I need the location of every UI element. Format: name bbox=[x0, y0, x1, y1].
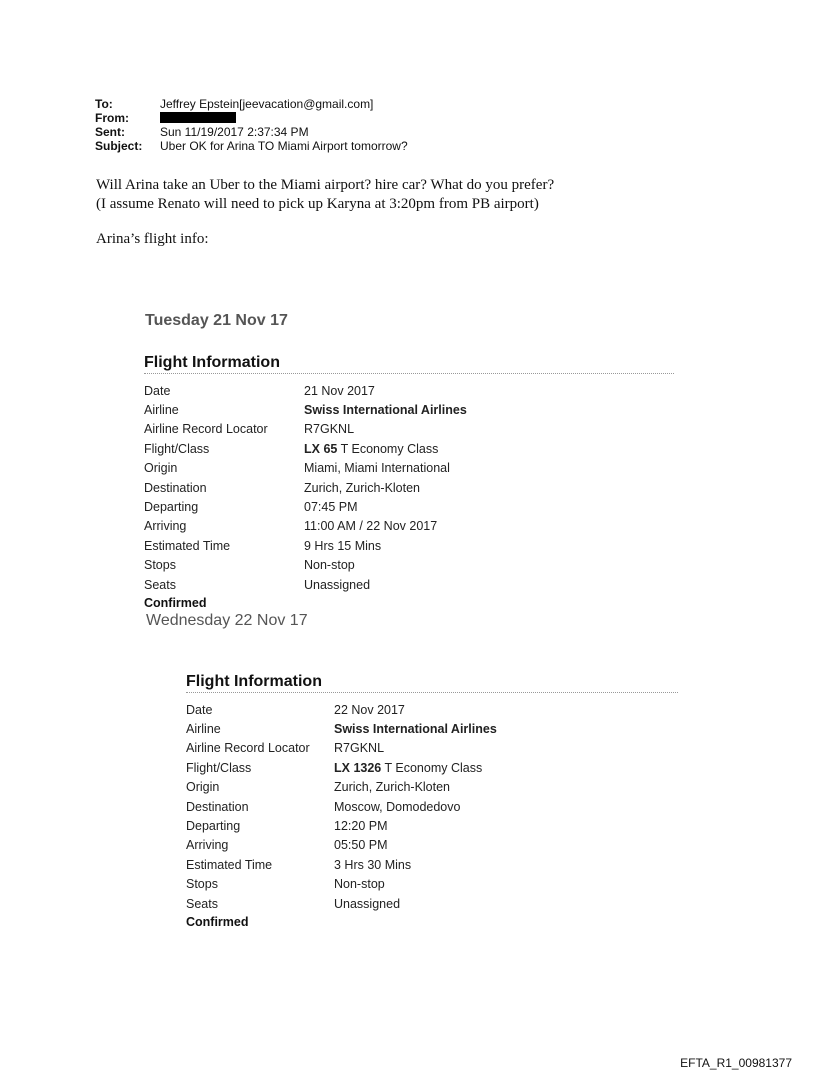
body-line-2: (I assume Renato will need to pick up Karyna at 3:20pm from PB airport) bbox=[96, 196, 539, 212]
locator-value: R7GKNL bbox=[334, 741, 385, 756]
sent-row bbox=[95, 125, 408, 139]
flight-label: Flight/Class bbox=[186, 760, 252, 775]
detail-row bbox=[144, 439, 674, 458]
status-confirmed: Confirmed bbox=[186, 915, 249, 930]
arriving-value: 05:50 PM bbox=[334, 838, 388, 853]
arriving-label: Arriving bbox=[186, 838, 229, 853]
locator-label: Airline Record Locator bbox=[186, 741, 310, 756]
est-time-label: Estimated Time bbox=[144, 538, 231, 553]
flight-info-section bbox=[186, 673, 678, 931]
origin-value: Miami, Miami International bbox=[304, 461, 450, 476]
seats-label: Seats bbox=[186, 896, 218, 911]
departing-value: 07:45 PM bbox=[304, 500, 358, 515]
flight-class: T Economy Class bbox=[337, 441, 439, 456]
sent-label: Sent: bbox=[95, 125, 125, 139]
date-label: Date bbox=[186, 702, 213, 717]
seats-value: Unassigned bbox=[334, 896, 401, 911]
date-label: Date bbox=[144, 383, 171, 398]
to-value: Jeffrey Epstein[jeevacation@gmail.com] bbox=[160, 97, 374, 111]
detail-row bbox=[144, 400, 674, 419]
destination-label: Destination bbox=[186, 799, 249, 814]
from-label: From: bbox=[95, 111, 129, 125]
email-header bbox=[95, 97, 408, 153]
section-title: Flight Information bbox=[144, 354, 674, 374]
est-time-value: 3 Hrs 30 Mins bbox=[334, 857, 412, 872]
to-row bbox=[95, 97, 408, 111]
arriving-value: 11:00 AM / 22 Nov 2017 bbox=[304, 519, 438, 534]
detail-row bbox=[186, 778, 678, 797]
subject-value: Uber OK for Arina TO Miami Airport tomorrow? bbox=[160, 139, 408, 153]
destination-value: Moscow, Domodedovo bbox=[334, 799, 461, 814]
date-value: 21 Nov 2017 bbox=[304, 383, 375, 398]
destination-label: Destination bbox=[144, 480, 207, 495]
detail-row bbox=[186, 700, 678, 719]
airline-label: Airline bbox=[144, 403, 179, 418]
departing-label: Departing bbox=[186, 819, 241, 834]
detail-row bbox=[144, 575, 674, 594]
detail-row bbox=[144, 517, 674, 536]
stops-value: Non-stop bbox=[334, 877, 385, 892]
detail-row bbox=[186, 758, 678, 777]
destination-value: Zurich, Zurich-Kloten bbox=[304, 480, 421, 495]
arriving-label: Arriving bbox=[144, 519, 187, 534]
section-title: Flight Information bbox=[186, 673, 678, 693]
detail-row bbox=[186, 836, 678, 855]
flight-intro: Arina’s flight info: bbox=[96, 231, 209, 247]
detail-row bbox=[186, 797, 678, 816]
sent-value: Sun 11/19/2017 2:37:34 PM bbox=[160, 125, 309, 139]
day-title: Tuesday 21 Nov 17 bbox=[145, 312, 288, 329]
from-row bbox=[95, 111, 408, 125]
detail-row bbox=[186, 875, 678, 894]
est-time-value: 9 Hrs 15 Mins bbox=[304, 538, 382, 553]
to-label: To: bbox=[95, 97, 113, 111]
detail-row bbox=[186, 816, 678, 835]
flight-number: LX 65 bbox=[304, 441, 338, 456]
seats-value: Unassigned bbox=[304, 577, 371, 592]
stops-label: Stops bbox=[186, 877, 218, 892]
status-confirmed: Confirmed bbox=[144, 596, 207, 611]
detail-row bbox=[186, 739, 678, 758]
detail-row bbox=[144, 478, 674, 497]
locator-label: Airline Record Locator bbox=[144, 422, 268, 437]
detail-row bbox=[144, 536, 674, 555]
est-time-label: Estimated Time bbox=[186, 857, 273, 872]
locator-value: R7GKNL bbox=[304, 422, 355, 437]
flight-details bbox=[186, 700, 678, 913]
stops-value: Non-stop bbox=[304, 558, 355, 573]
airline-value: Swiss International Airlines bbox=[304, 403, 467, 418]
flight-class: T Economy Class bbox=[381, 760, 483, 775]
airline-label: Airline bbox=[186, 722, 221, 737]
flight-details bbox=[144, 381, 674, 594]
flight-info-section bbox=[144, 354, 674, 612]
origin-label: Origin bbox=[186, 780, 220, 795]
detail-row bbox=[186, 719, 678, 738]
origin-label: Origin bbox=[144, 461, 178, 476]
subject-label: Subject: bbox=[95, 139, 143, 153]
detail-row bbox=[144, 459, 674, 478]
departing-value: 12:20 PM bbox=[334, 819, 388, 834]
detail-row bbox=[186, 894, 678, 913]
body-line-1: Will Arina take an Uber to the Miami airport? hire car? What do you prefer? bbox=[96, 177, 555, 193]
flight-label: Flight/Class bbox=[144, 441, 210, 456]
document-id: EFTA_R1_00981377 bbox=[680, 1056, 792, 1070]
departing-label: Departing bbox=[144, 500, 199, 515]
detail-row bbox=[144, 420, 674, 439]
detail-row bbox=[144, 556, 674, 575]
airline-value: Swiss International Airlines bbox=[334, 722, 497, 737]
date-value: 22 Nov 2017 bbox=[334, 702, 405, 717]
redaction-bar bbox=[160, 112, 236, 123]
email-body bbox=[96, 176, 554, 214]
stops-label: Stops bbox=[144, 558, 176, 573]
detail-row bbox=[186, 855, 678, 874]
origin-value: Zurich, Zurich-Kloten bbox=[334, 780, 451, 795]
detail-row bbox=[144, 381, 674, 400]
flight-number: LX 1326 bbox=[334, 760, 382, 775]
detail-row bbox=[144, 497, 674, 516]
day-title: Wednesday 22 Nov 17 bbox=[146, 612, 308, 629]
subject-row bbox=[95, 139, 408, 153]
seats-label: Seats bbox=[144, 577, 176, 592]
